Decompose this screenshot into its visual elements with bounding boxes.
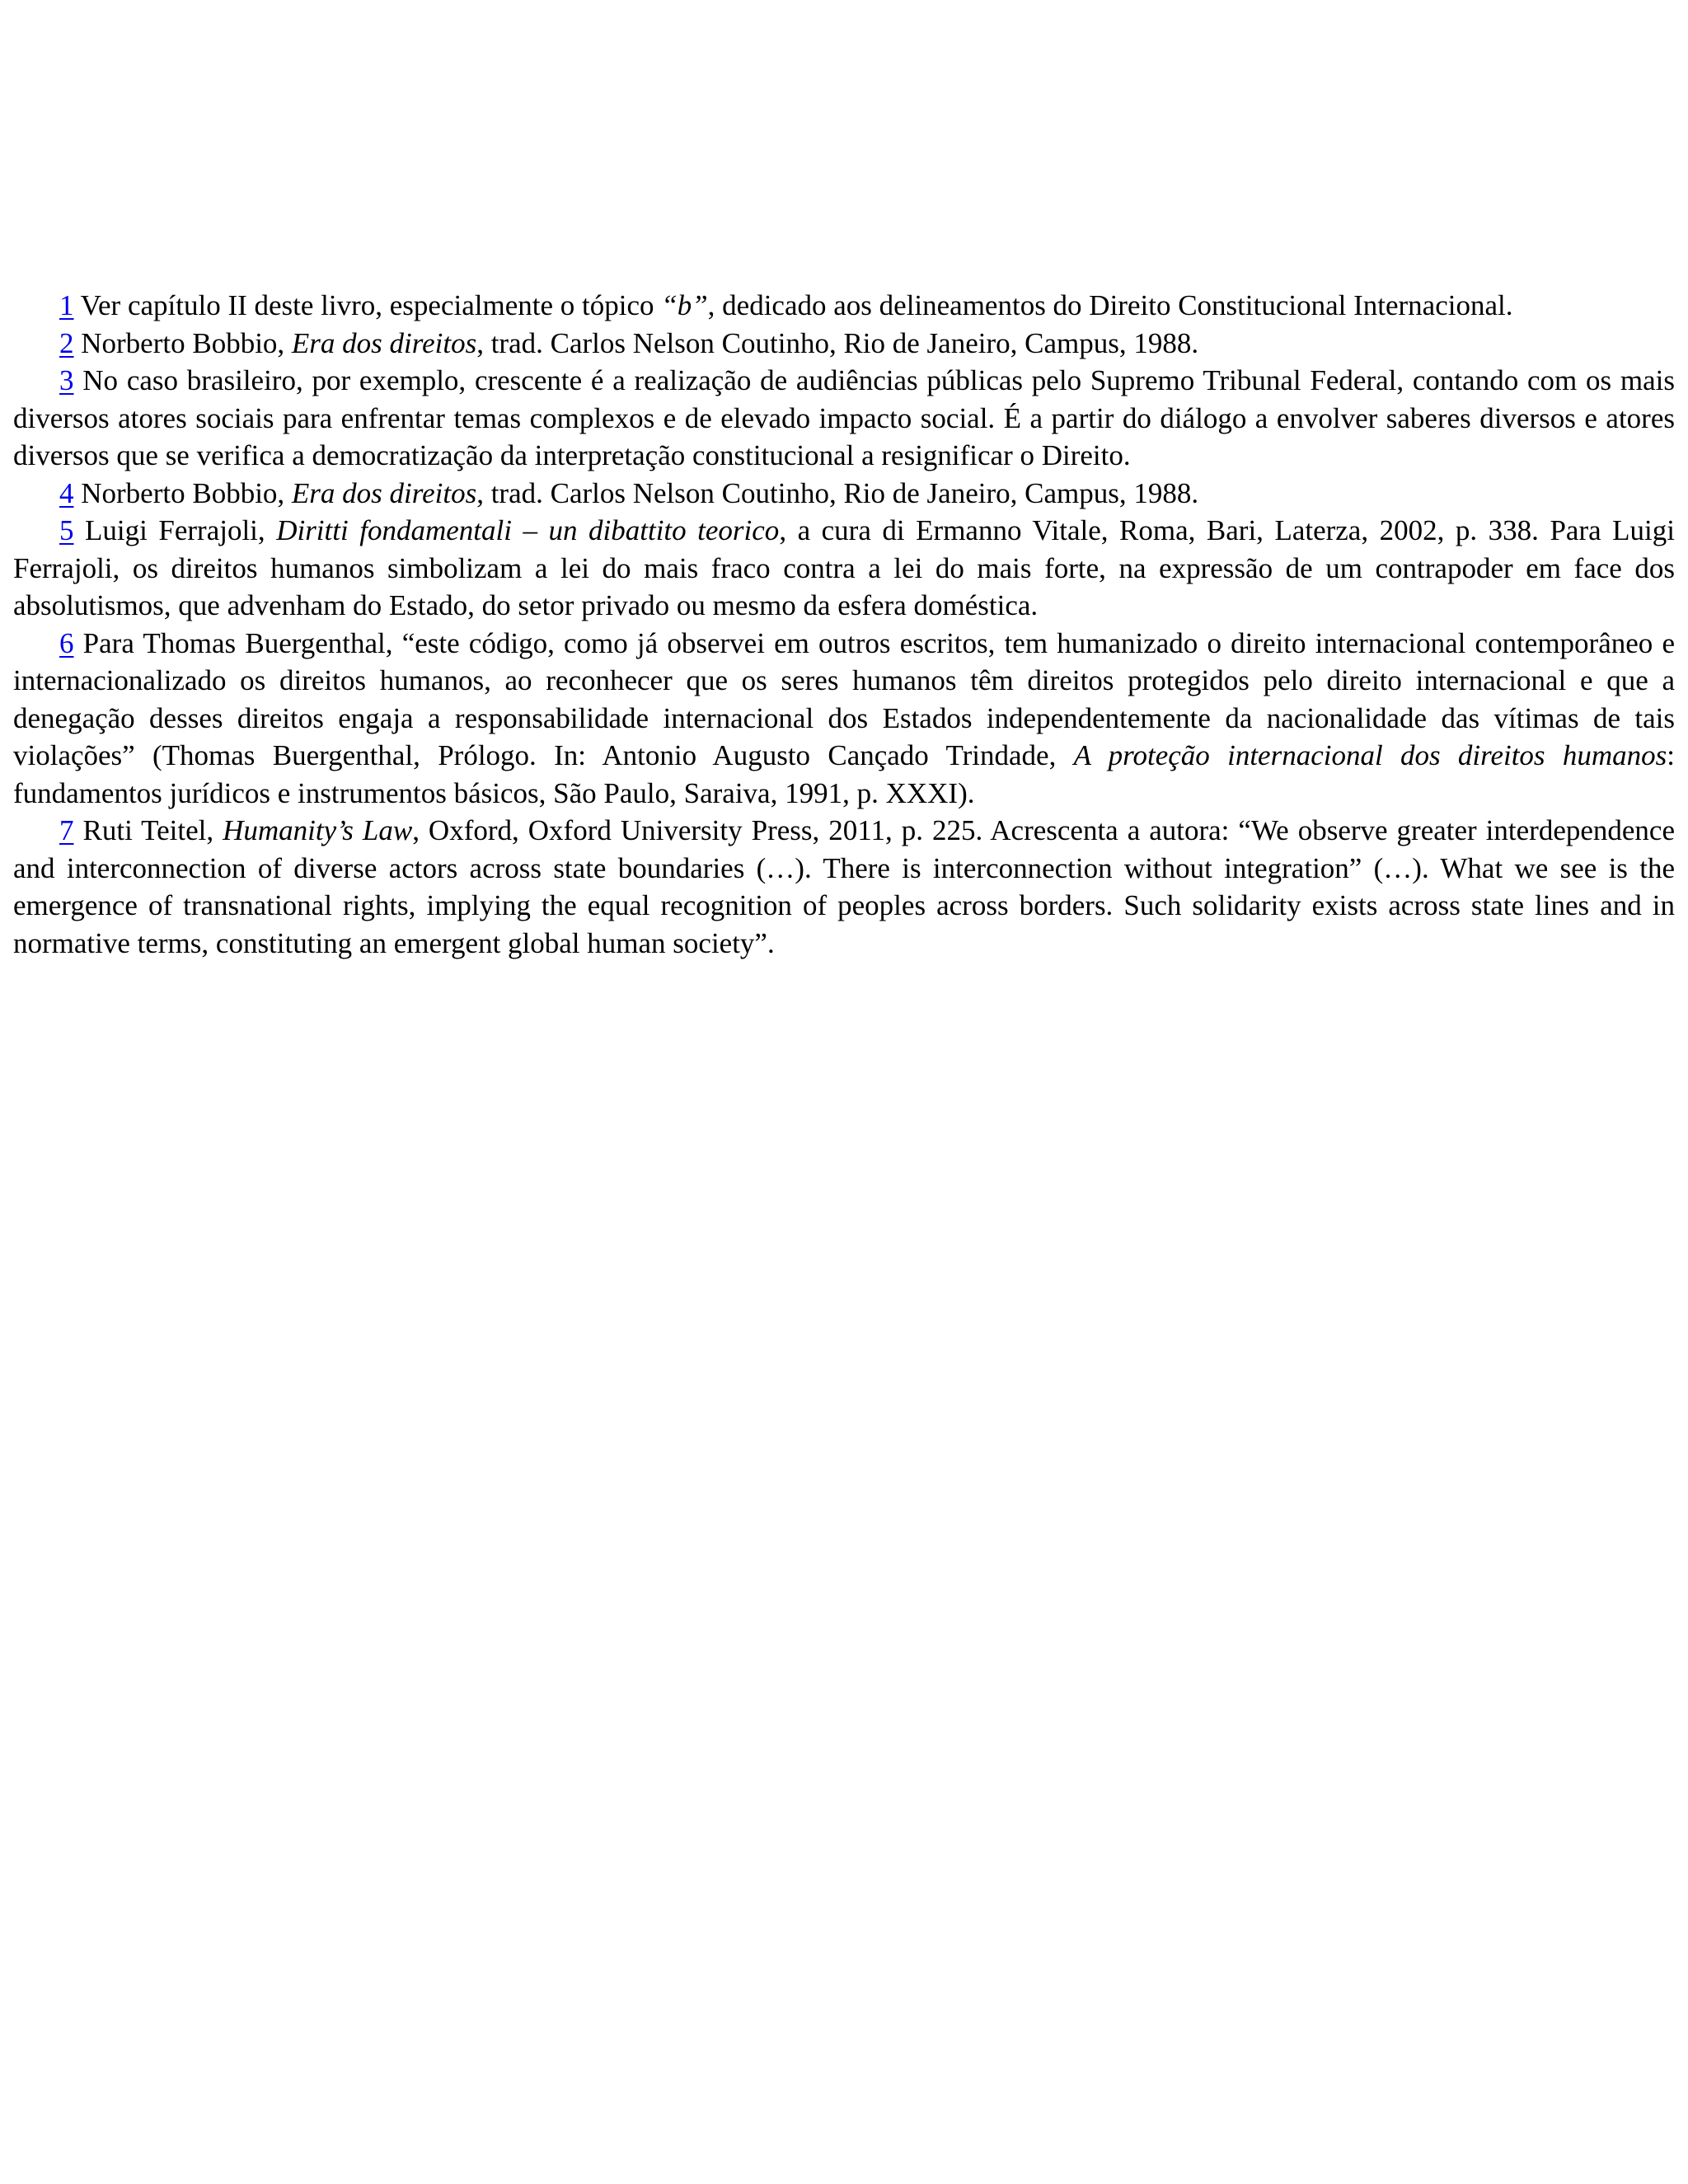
footnote-6-text: Para Thomas Buergenthal, “este código, como já observei em outros escritos, tem humanizado o direito internacional contemporâneo e internacionalizado os direitos humanos, ao reconhecer que os seres humanos têm direitos protegidos pelo direito internacional e que a denegação desses direitos engaja a responsabilidade internacional dos Estados independentemente da nacionalidade das vítimas de tais violações” (Thomas Buergenthal, Prólogo. In: Antonio Augusto Cançado Trindade, [13, 626, 1675, 771]
footnote-4-text: Norberto Bobbio, [73, 476, 292, 509]
footnote-2-text-end: , trad. Carlos Nelson Coutinho, Rio de Janeiro, Campus, 1988. [476, 326, 1199, 359]
footnote-3 [13, 362, 1675, 475]
footnote-7 [13, 812, 1675, 962]
footnote-5-backlink[interactable]: 5 [59, 514, 74, 546]
footnote-3-text: No caso brasileiro, por exemplo, crescente é a realização de audiências públicas pelo Supremo Tribunal Federal, contando com os mais diversos atores sociais para enfrentar temas complexos e de elevado impacto social. É a partir do diálogo a envolver saberes diversos e atores diversos que se verifica a democratização da interpretação constitucional a resignificar o Direito. [13, 364, 1675, 471]
footnote-1-text-end: , dedicado aos delineamentos do Direito Constitucional Internacional. [707, 289, 1513, 321]
footnote-1-italic-term: “b” [661, 289, 708, 321]
footnote-7-text-end: , Oxford, Oxford University Press, 2011, p. 225. Acrescenta a autora: “We observe greater interdependence and interconnection of diverse actors across state boundaries (…). There is interconnection without integration” (…). What we see is the emergence of transnational rights, implying the equal recognition of peoples across borders. Such solidarity exists across state lines and in normative terms, constituting an emergent global human society”. [13, 814, 1675, 959]
footnote-2-text: Norberto Bobbio, [73, 326, 292, 359]
footnote-6-book-title: A proteção internacional dos direitos humanos [1073, 739, 1667, 771]
footnote-4-book-title: Era dos direitos [291, 476, 477, 509]
footnote-4 [13, 475, 1675, 513]
footnote-7-backlink[interactable]: 7 [59, 814, 74, 846]
footnote-1 [13, 287, 1675, 325]
footnote-4-text-end: , trad. Carlos Nelson Coutinho, Rio de Janeiro, Campus, 1988. [476, 476, 1199, 509]
footnote-1-text: Ver capítulo II deste livro, especialmente o tópico [73, 289, 662, 321]
footnotes-section [13, 287, 1675, 962]
footnote-2-book-title: Era dos direitos [291, 326, 477, 359]
footnote-6 [13, 625, 1675, 813]
footnote-5-text: Luigi Ferrajoli, [73, 514, 277, 546]
footnote-5-book-title: Diritti fondamentali – un dibattito teorico [276, 514, 780, 546]
footnote-2-backlink[interactable]: 2 [59, 326, 74, 359]
footnote-6-text-end: : fundamentos jurídicos e instrumentos básicos, São Paulo, Saraiva, 1991, p. XXXI). [13, 739, 1675, 809]
footnote-1-backlink[interactable]: 1 [59, 289, 74, 321]
footnote-3-backlink[interactable]: 3 [59, 364, 74, 396]
footnote-5-text-end: , a cura di Ermanno Vitale, Roma, Bari, Laterza, 2002, p. 338. Para Luigi Ferrajoli, os direitos humanos simbolizam a lei do mais fraco contra a lei do mais forte, na expressão de um contrapoder em face dos absolutismos, que advenham do Estado, do setor privado ou mesmo da esfera doméstica. [13, 514, 1675, 621]
footnote-7-book-title: Humanity’s Law [223, 814, 413, 846]
footnote-4-backlink[interactable]: 4 [59, 476, 74, 509]
footnote-5 [13, 512, 1675, 625]
footnote-2 [13, 325, 1675, 363]
footnote-6-backlink[interactable]: 6 [59, 626, 74, 659]
footnote-7-text: Ruti Teitel, [73, 814, 223, 846]
